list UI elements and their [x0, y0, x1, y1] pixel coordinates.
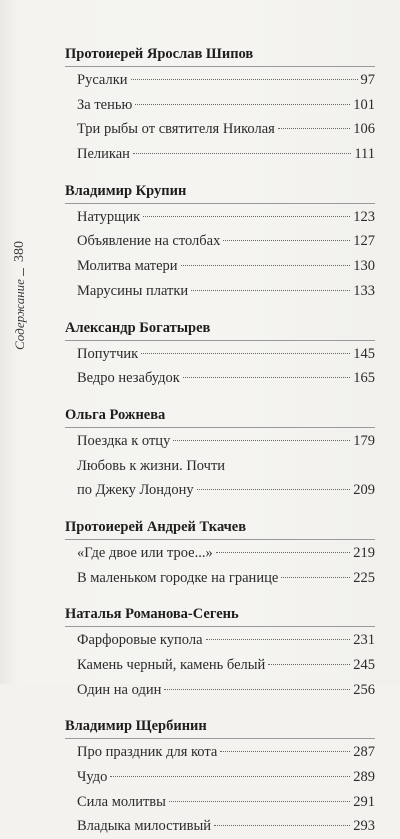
section-author: Владимир Крупин	[65, 182, 187, 199]
entry-page: 245	[353, 657, 375, 673]
section-entries	[65, 738, 375, 839]
dot-leader	[131, 79, 358, 80]
section-entries	[65, 626, 375, 702]
entry-title: Сила молитвы	[77, 793, 166, 810]
entry-title: Один на один	[77, 681, 162, 698]
entry-title: В маленьком городке на границе	[77, 569, 279, 586]
section-author: Владимир Щербинин	[65, 718, 207, 735]
entry-page: 111	[354, 146, 375, 163]
dot-leader	[281, 577, 350, 578]
entry-page: 225	[353, 569, 375, 586]
entry-page: 289	[353, 769, 375, 786]
entry-title: Поездка к отцу	[77, 432, 171, 449]
toc-entry[interactable]	[77, 205, 375, 230]
section-author: Ольга Рожнева	[65, 406, 166, 423]
toc-entry[interactable]	[77, 142, 375, 167]
toc-entry[interactable]	[77, 342, 375, 367]
entry-page: 287	[353, 744, 375, 761]
entry-title-line2: по Джеку Лондону	[77, 482, 194, 499]
dot-leader	[169, 801, 350, 802]
dot-leader	[214, 825, 350, 826]
toc-entry[interactable]	[77, 117, 375, 142]
dot-leader	[143, 216, 350, 217]
entry-title: Чудо	[77, 769, 108, 786]
dot-leader	[278, 128, 350, 129]
entry-page: 291	[353, 793, 375, 810]
toc-entry[interactable]	[77, 93, 375, 118]
dot-leader	[220, 751, 350, 752]
toc-entry[interactable]	[77, 68, 375, 93]
section-gap	[65, 167, 375, 179]
section-author: Протоиерей Ярослав Шипов	[65, 46, 254, 62]
section-gap	[65, 590, 375, 602]
toc-entry[interactable]	[77, 678, 375, 703]
section-entries	[65, 340, 375, 391]
entry-page: 106	[353, 121, 375, 138]
running-header-title: Содержание	[12, 279, 27, 350]
section-author: Александр Богатырев	[65, 319, 211, 336]
toc-entry[interactable]	[77, 541, 375, 566]
toc-entry[interactable]	[77, 814, 375, 839]
entry-page: 293	[353, 818, 375, 835]
entry-title: Объявление на столбах	[77, 233, 221, 250]
running-header-rule	[23, 268, 24, 276]
running-header	[12, 240, 36, 350]
section-gap	[65, 304, 375, 316]
section-author: Протоиерей Андрей Ткачев	[65, 518, 247, 535]
toc-entry[interactable]	[77, 653, 375, 678]
entry-page: 179	[353, 432, 375, 449]
toc-entry[interactable]	[77, 790, 375, 815]
toc-section	[65, 179, 375, 304]
entry-page: 101	[353, 96, 375, 113]
entry-title: Марусины платки	[77, 282, 189, 299]
section-gap	[65, 702, 375, 714]
entry-title: Три рыбы от святителя Николая	[77, 121, 275, 138]
toc-entry[interactable]	[77, 454, 375, 503]
section-entries	[65, 203, 375, 304]
toc-entry[interactable]	[77, 229, 375, 254]
dot-leader	[183, 377, 350, 378]
toc-entry[interactable]	[77, 740, 375, 765]
entry-title-line1: Любовь к жизни. Почти	[77, 457, 226, 474]
entry-title: Пеликан	[77, 146, 130, 163]
entry-page: 145	[353, 345, 375, 362]
dot-leader	[164, 689, 350, 690]
entry-title: За тенью	[77, 96, 133, 113]
dot-leader	[135, 104, 350, 105]
toc-entry[interactable]	[77, 366, 375, 391]
toc-entry[interactable]	[77, 254, 375, 279]
entry-page: 130	[353, 258, 375, 275]
dot-leader	[268, 664, 350, 665]
dot-leader	[133, 153, 351, 154]
toc-section	[65, 42, 375, 167]
toc-section	[65, 403, 375, 503]
toc-entry[interactable]	[77, 279, 375, 304]
entry-title: Камень черный, камень белый	[77, 657, 266, 673]
dot-leader	[110, 776, 350, 777]
entry-page: 133	[353, 282, 375, 299]
entry-title: Молитва матери	[77, 258, 178, 275]
dot-leader	[223, 240, 350, 241]
entry-title: Ведро незабудок	[77, 370, 180, 387]
entry-page: 231	[353, 632, 375, 649]
dot-leader	[216, 552, 351, 553]
toc-entry[interactable]	[77, 566, 375, 591]
entry-title: Владыка милостивый	[77, 818, 212, 835]
entry-title-line2-row	[77, 478, 375, 503]
entry-page: 165	[353, 370, 375, 387]
section-entries	[65, 427, 375, 503]
section-entries	[65, 66, 375, 167]
dot-leader	[206, 639, 351, 640]
section-entries	[65, 539, 375, 590]
entry-page: 123	[353, 208, 375, 225]
entry-title: «Где двое или трое...»	[77, 544, 213, 561]
entry-page: 219	[353, 544, 375, 561]
section-author: Наталья Романова-Сегень	[65, 606, 239, 623]
entry-title: Русалки	[77, 72, 128, 88]
toc-section	[65, 515, 375, 590]
dot-leader	[181, 265, 351, 266]
entry-title: Попутчик	[77, 345, 139, 362]
toc-entry[interactable]	[77, 765, 375, 790]
toc-section	[65, 602, 375, 702]
section-gap	[65, 503, 375, 515]
dot-leader	[197, 489, 351, 490]
section-gap	[65, 391, 375, 403]
toc-section	[65, 714, 375, 839]
entry-page: 209	[353, 482, 375, 499]
toc-entry[interactable]	[77, 628, 375, 653]
running-page-number: 380	[12, 241, 27, 263]
entry-page: 256	[353, 681, 375, 698]
table-of-contents	[65, 42, 375, 839]
toc-section	[65, 316, 375, 391]
dot-leader	[173, 440, 350, 441]
dot-leader	[191, 290, 350, 291]
entry-page: 127	[353, 233, 375, 250]
entry-title: Натурщик	[77, 208, 141, 225]
dot-leader	[141, 353, 350, 354]
entry-title: Фарфоровые купола	[77, 632, 203, 649]
entry-page: 97	[360, 72, 375, 88]
entry-title: Про праздник для кота	[77, 744, 218, 761]
toc-entry[interactable]	[77, 429, 375, 454]
